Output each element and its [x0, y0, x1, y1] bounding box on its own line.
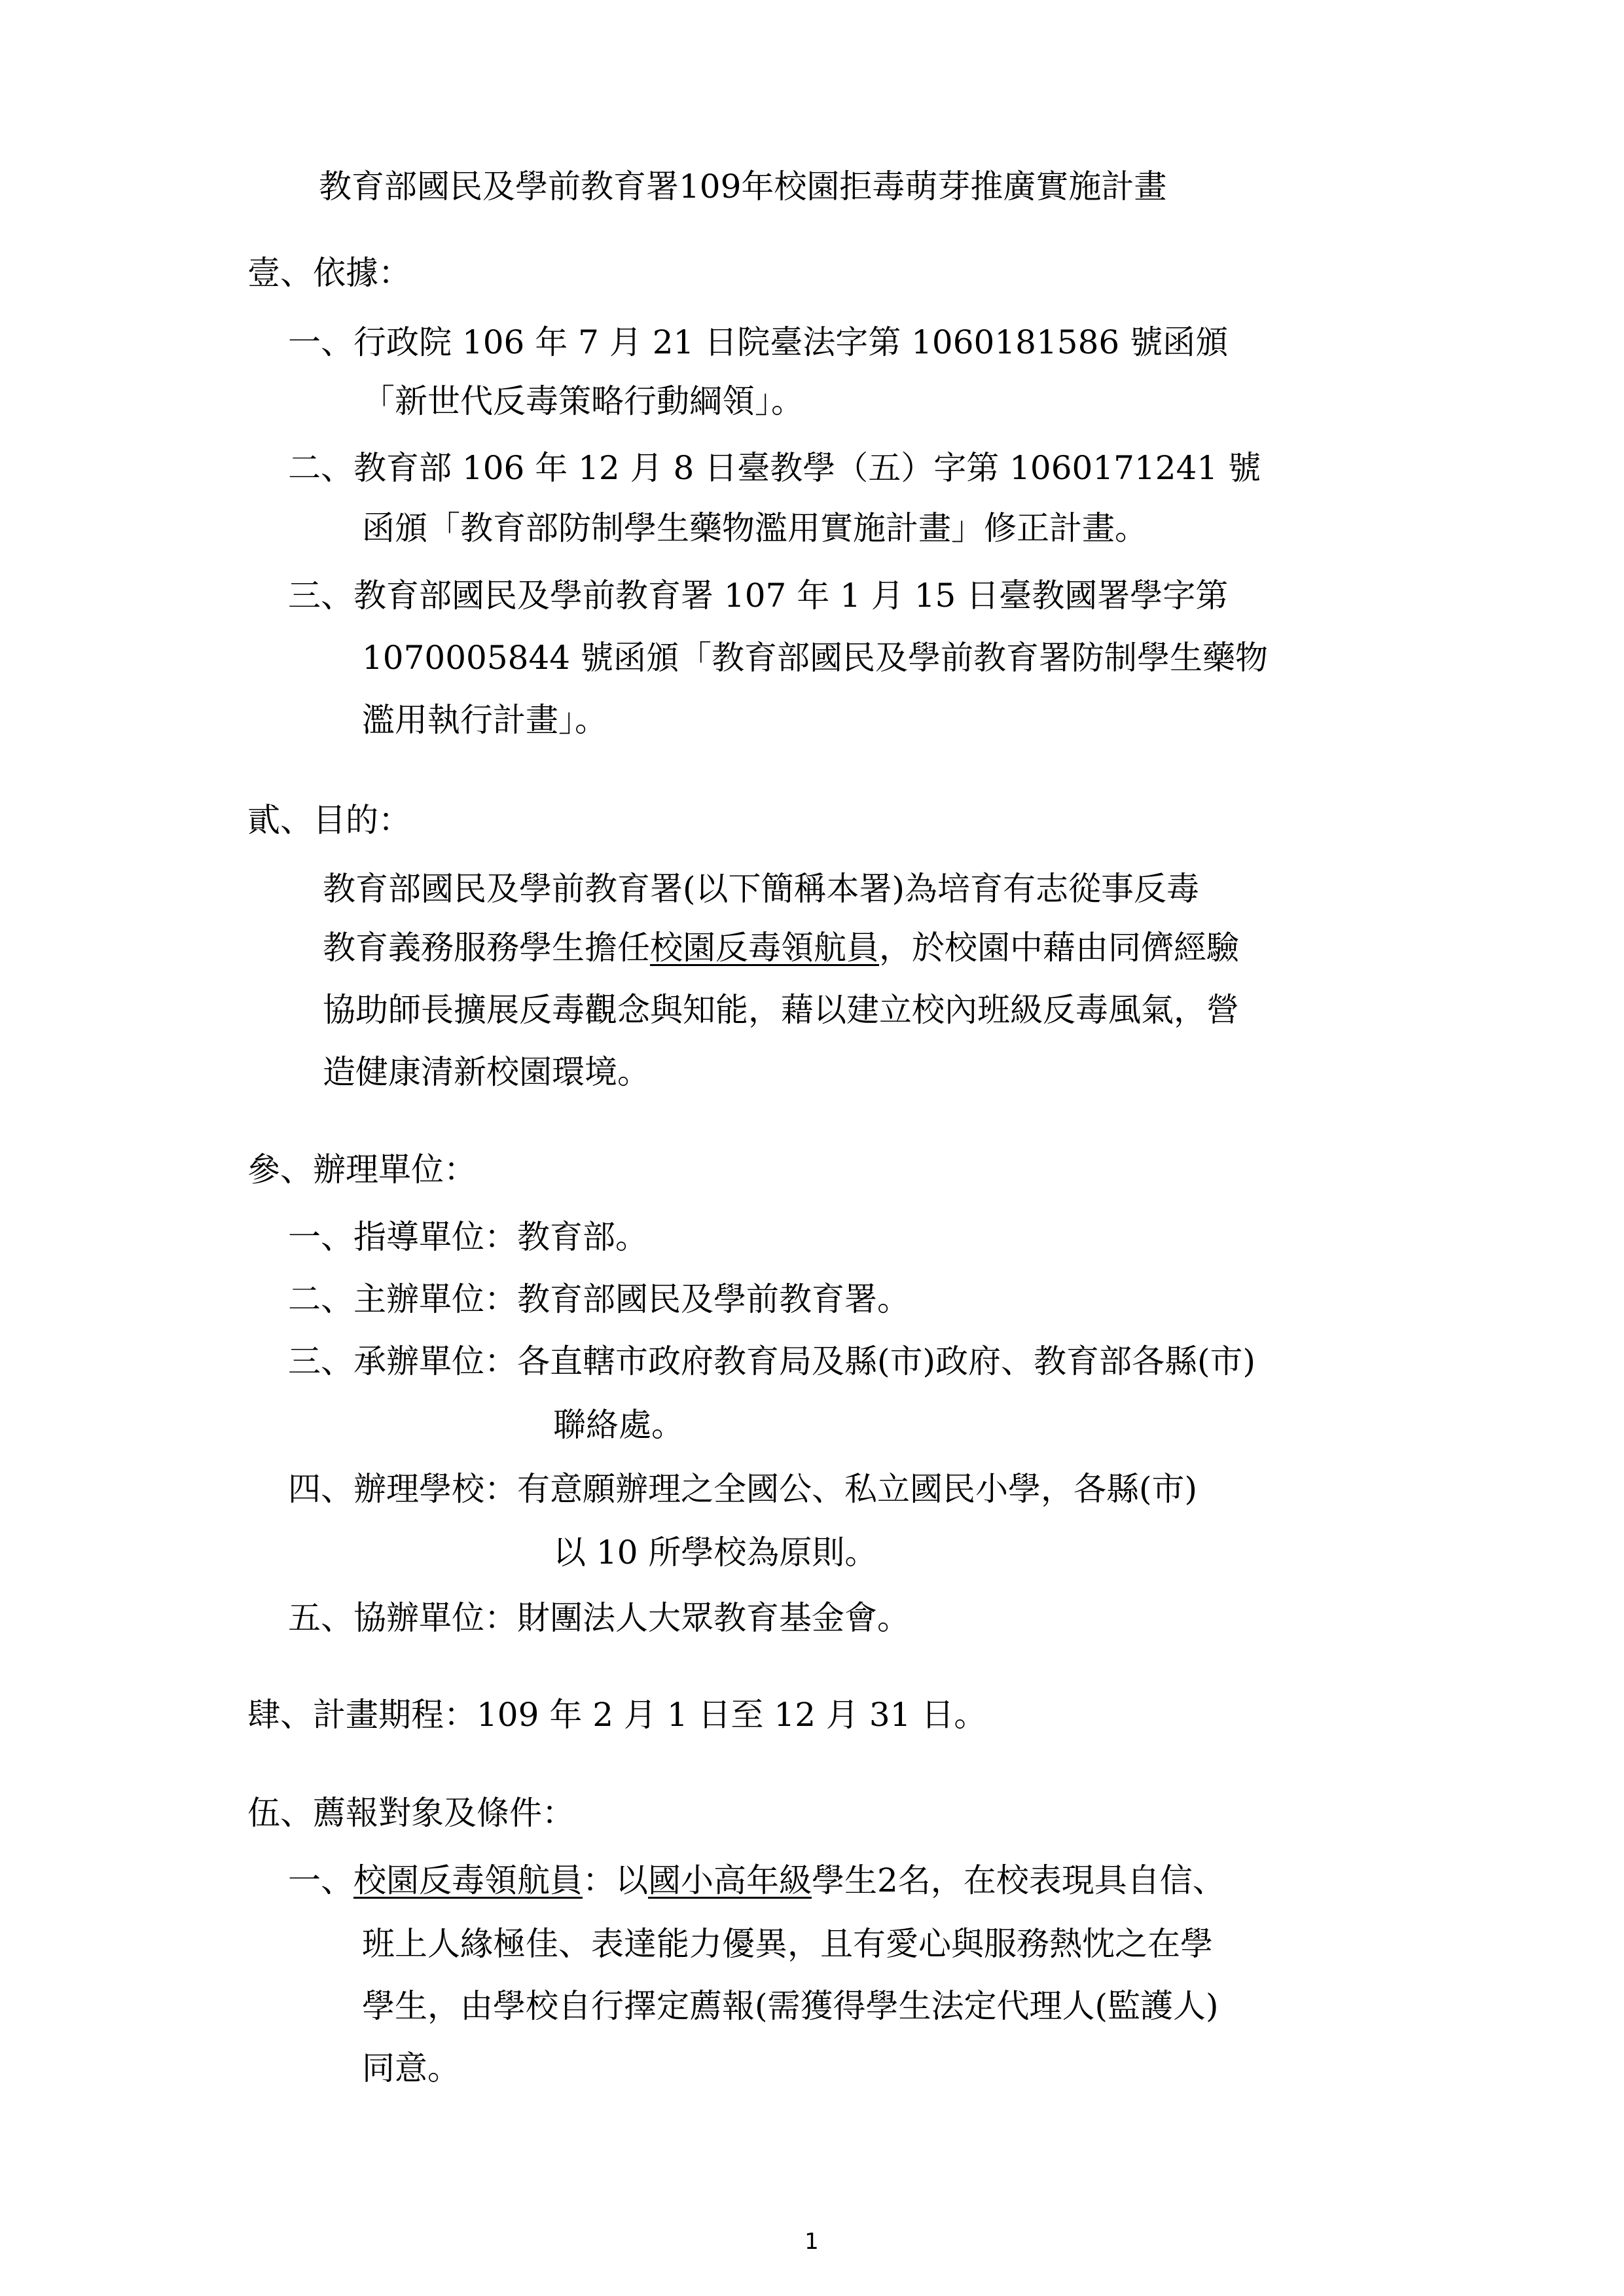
section-heading-units: 參、辦理單位：	[247, 1151, 477, 1189]
units-item-5: 五、協辦單位：財團法人大眾教育基金會。	[288, 1599, 910, 1637]
units-item-4-line-1: 四、辦理學校：有意願辦理之全國公、私立國民小學，各縣(市)	[288, 1470, 1198, 1508]
basis-item-1-line-2: 「新世代反毒策略行動綱領」。	[362, 382, 804, 420]
navigator-term: 校園反毒領航員	[353, 1861, 583, 1899]
section-heading-purpose: 貳、目的：	[247, 801, 411, 839]
basis-item-3-line-2: 1070005844 號函頒「教育部國民及學前教育署防制學生藥物	[362, 639, 1269, 677]
grade-term: 國小高年級	[648, 1861, 812, 1899]
basis-item-2-line-1: 二、教育部 106 年 12 月 8 日臺教學（五）字第 1060171241 號	[288, 449, 1261, 487]
nominees-item-1-mid: ：以	[583, 1861, 648, 1899]
basis-item-3-line-3: 濫用執行計畫」。	[362, 701, 607, 739]
nominees-item-1-line-4: 同意。	[362, 2049, 460, 2087]
units-item-3-line-2: 聯絡處。	[553, 1406, 684, 1444]
purpose-line-1: 教育部國民及學前教育署(以下簡稱本署)為培育有志從事反毒	[323, 870, 1200, 908]
basis-item-3-line-1: 三、教育部國民及學前教育署 107 年 1 月 15 日臺教國署學字第	[288, 577, 1229, 615]
purpose-line-2	[323, 925, 1239, 971]
units-item-1: 一、指導單位：教育部。	[288, 1218, 648, 1256]
document-title: 教育部國民及學前教育署109年校園拒毒萌芽推廣實施計畫	[319, 168, 1167, 206]
nominees-item-1-prefix: 一、	[288, 1861, 353, 1899]
purpose-line-2-b: ，於校園中藉由同儕經驗	[879, 929, 1239, 967]
purpose-line-4: 造健康清新校園環境。	[323, 1053, 650, 1091]
purpose-line-2-a: 教育義務服務學生擔任	[323, 929, 650, 967]
units-item-3-line-1: 三、承辦單位：各直轄市政府教育局及縣(市)政府、教育部各縣(市)	[288, 1342, 1256, 1380]
nominees-item-1-after: 學生2名，在校表現具自信、	[812, 1861, 1225, 1899]
section-heading-schedule: 肆、計畫期程：109 年 2 月 1 日至 12 月 31 日。	[247, 1696, 987, 1734]
units-item-4-line-2: 以 10 所學校為原則。	[553, 1534, 878, 1571]
nominees-item-1-line-1	[288, 1857, 1225, 1903]
section-heading-basis: 壹、依據：	[247, 254, 411, 292]
nominees-item-1-line-2: 班上人緣極佳、表達能力優異，且有愛心與服務熱忱之在學	[362, 1925, 1213, 1963]
campus-navigator-term: 校園反毒領航員	[650, 929, 879, 967]
nominees-item-1-line-3: 學生，由學校自行擇定薦報(需獲得學生法定代理人(監護人)	[362, 1987, 1219, 2025]
page-number: 1	[804, 2229, 819, 2255]
section-heading-nominees: 伍、薦報對象及條件：	[247, 1794, 575, 1832]
basis-item-2-line-2: 函頒「教育部防制學生藥物濫用實施計畫」修正計畫。	[362, 509, 1147, 547]
basis-item-1-line-1: 一、行政院 106 年 7 月 21 日院臺法字第 1060181586 號函頒	[288, 323, 1229, 361]
units-item-2: 二、主辦單位：教育部國民及學前教育署。	[288, 1280, 910, 1318]
purpose-line-3: 協助師長擴展反毒觀念與知能，藉以建立校內班級反毒風氣，營	[323, 991, 1239, 1029]
